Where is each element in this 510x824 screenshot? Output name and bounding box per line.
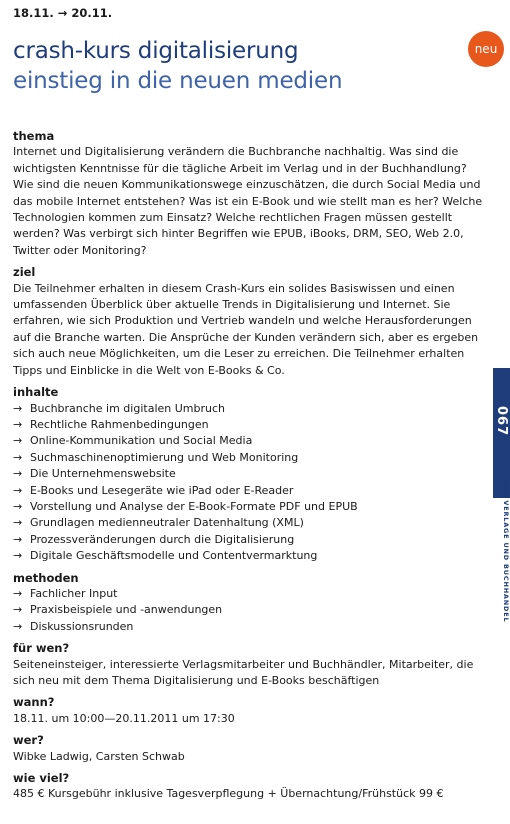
section-text: Die Teilnehmer erhalten in diesem Crash-Kurs ein solides Basiswissen und einen umfassenden Überblick über aktuelle Trends in Digitalisierung und Internet. Sie erfahren, wie sich Produktion und Vertrieb wandeln und welche Herausforderungen auf die Branche warten. Die Ansprüche der Kunden verändern sich, aber es ergeben sich auch neue Möglichkeiten, um die Leser zu erreichen. Die Teilnehmer erhalten Tipps und Einblicke in die Welt von E-Books & Co. bbox=[13, 281, 479, 377]
list-item bbox=[13, 466, 483, 482]
list-item-text: Suchmaschinenoptimierung und Web Monitoring bbox=[30, 450, 299, 464]
section-thema bbox=[13, 128, 483, 259]
new-badge: neu bbox=[468, 31, 504, 67]
section-heading: für wen? bbox=[13, 641, 70, 656]
section-methoden bbox=[13, 570, 483, 636]
list-item bbox=[13, 548, 483, 564]
inhalte-list bbox=[13, 401, 483, 565]
section-wer bbox=[13, 732, 483, 765]
arrow-right-icon: → bbox=[13, 586, 23, 600]
arrow-right-icon: → bbox=[13, 417, 23, 431]
list-item-text: Buchbranche im digitalen Umbruch bbox=[30, 401, 225, 415]
list-item bbox=[13, 499, 483, 515]
list-item bbox=[13, 586, 483, 602]
list-item-text: Diskussionsrunden bbox=[30, 619, 134, 633]
list-item-text: Vorstellung und Analyse der E-Book-Formate PDF und EPUB bbox=[30, 499, 358, 513]
section-wann bbox=[13, 694, 483, 727]
page-number: 067 bbox=[494, 405, 509, 437]
list-item bbox=[13, 450, 483, 466]
list-item bbox=[13, 532, 483, 548]
section-heading: inhalte bbox=[13, 385, 59, 400]
arrow-right-icon: → bbox=[13, 532, 23, 546]
section-text: 18.11. um 10:00—20.11.2011 um 17:30 bbox=[13, 711, 235, 725]
arrow-right-icon: → bbox=[13, 483, 23, 497]
side-label: SEMINARE VERLAGE UND BUCHHANDEL bbox=[502, 453, 510, 623]
list-item bbox=[13, 483, 483, 499]
section-heading: methoden bbox=[13, 570, 79, 585]
section-text: Internet und Digitalisierung verändern die Buchbranche nachhaltig. Was sind die wichtigsten Kenntnisse für die tägliche Arbeit im Verlag und in der Buchhandlung? Wie sind die neuen Kommunikationswege einzuschätzen, die durch Social Media und das mobile Internet entstehen? Was ist ein E-Book und wie stellt man es her? Welche Technologien kommen zum Einsatz? Welche rechtlichen Fragen müssen gestellt werden? Was verbirgt sich hinter Begriffen wie EPUB, iBooks, DRM, SEO, Web 2.0, Twitter oder Monitoring? bbox=[13, 145, 483, 257]
list-item-text: Digitale Geschäftsmodelle und Contentvermarktung bbox=[30, 549, 318, 563]
list-item-text: Fachlicher Input bbox=[30, 586, 118, 600]
section-text: Wibke Ladwig, Carsten Schwab bbox=[13, 749, 185, 763]
arrow-right-icon: → bbox=[13, 499, 23, 513]
arrow-right-icon: → bbox=[13, 467, 23, 481]
methoden-list bbox=[13, 586, 483, 635]
list-item bbox=[13, 602, 483, 618]
course-subtitle: einstieg in die neuen medien bbox=[13, 68, 343, 94]
section-heading: ziel bbox=[13, 265, 36, 280]
section-heading: wer? bbox=[13, 733, 44, 748]
arrow-right-icon: → bbox=[13, 549, 23, 563]
list-item bbox=[13, 433, 483, 449]
list-item-text: E-Books und Lesegeräte wie iPad oder E-Reader bbox=[30, 483, 294, 497]
arrow-right-icon: → bbox=[13, 603, 23, 617]
list-item-text: Online-Kommunikation und Social Media bbox=[30, 434, 253, 448]
section-wie-viel bbox=[13, 770, 483, 803]
list-item-text: Praxisbeispiele und -anwendungen bbox=[30, 603, 223, 617]
list-item-text: Rechtliche Rahmenbedingungen bbox=[30, 417, 209, 431]
date-range: 18.11. → 20.11. bbox=[13, 6, 113, 20]
list-item-text: Die Unternehmenswebsite bbox=[30, 467, 176, 481]
list-item-text: Prozessveränderungen durch die Digitalisierung bbox=[30, 532, 295, 546]
section-text: Seiteneinsteiger, interessierte Verlagsmitarbeiter und Buchhändler, Mitarbeiter, die sich neu mit dem Thema Digitalisierung und E-Books beschäftigen bbox=[13, 657, 474, 687]
section-heading: thema bbox=[13, 129, 55, 143]
arrow-right-icon: → bbox=[13, 401, 23, 415]
list-item bbox=[13, 515, 483, 531]
section-fuer-wen bbox=[13, 640, 483, 689]
section-text: 485 € Kursgebühr inklusive Tagesverpflegung + Übernachtung/Frühstück 99 € bbox=[13, 787, 444, 801]
arrow-right-icon: → bbox=[13, 516, 23, 530]
course-details bbox=[13, 128, 483, 808]
arrow-right-icon: → bbox=[13, 619, 23, 633]
section-ziel bbox=[13, 264, 483, 379]
section-inhalte bbox=[13, 384, 483, 564]
arrow-right-icon: → bbox=[13, 450, 23, 464]
section-heading: wann? bbox=[13, 695, 55, 710]
list-item bbox=[13, 417, 483, 433]
list-item bbox=[13, 619, 483, 635]
section-heading: wie viel? bbox=[13, 771, 70, 786]
arrow-right-icon: → bbox=[13, 434, 23, 448]
course-title: crash-kurs digitalisierung bbox=[13, 38, 299, 64]
list-item bbox=[13, 401, 483, 417]
list-item-text: Grundlagen medienneutraler Datenhaltung (XML) bbox=[30, 516, 304, 530]
